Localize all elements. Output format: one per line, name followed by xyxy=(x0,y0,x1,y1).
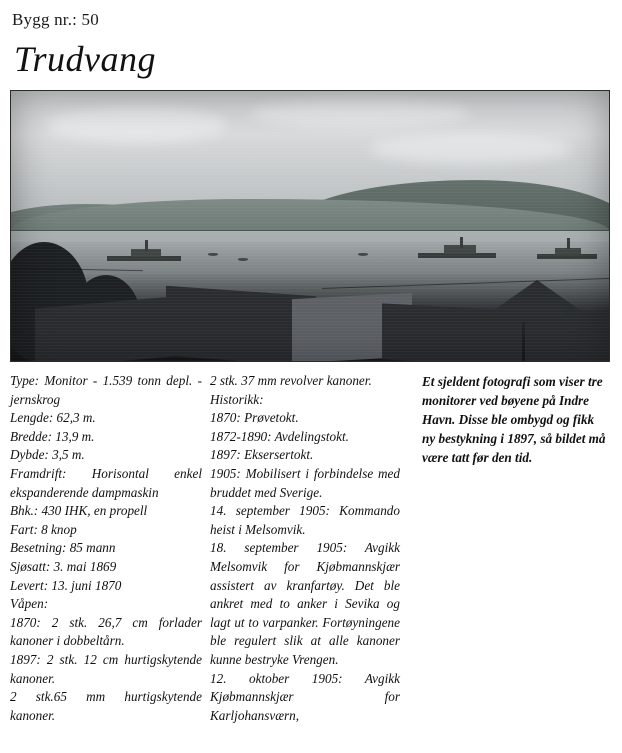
specifications-column xyxy=(10,372,210,725)
caption-column xyxy=(410,372,610,725)
spec-line: 2 stk.65 mm hurtigskytende kanoner. xyxy=(10,689,202,723)
history-line: 1870: Prøvetokt. xyxy=(210,410,299,426)
page-title: Trudvang xyxy=(14,39,157,79)
photo-cloud xyxy=(370,134,570,164)
history-line: 1897: Eksersertokt. xyxy=(210,447,314,463)
spec-line: 1870: 2 stk. 26,7 cm forlader kanoner i dobbeltårn. xyxy=(10,614,202,649)
history-heading: Historikk: xyxy=(210,391,264,407)
history-line: 2 stk. 37 mm revolver kanoner. xyxy=(210,373,372,388)
spec-line: Levert: 13. juni 1870 xyxy=(10,577,122,593)
spec-line: Fart: 8 knop xyxy=(10,521,77,537)
history-line: 1872-1890: Avdelingstokt. xyxy=(210,428,349,444)
photo-canvas xyxy=(11,91,609,361)
history-column xyxy=(210,372,410,725)
spec-line: Besetning: 85 mann xyxy=(10,540,116,556)
history-line: 12. oktober 1905: Avgikk Kjøbmannskjær for Karljohansværn, xyxy=(210,670,400,723)
spec-line: Bhk.: 430 IHK, en propell xyxy=(10,503,148,519)
spec-line: Type: Monitor - 1.539 tonn depl. - jernskrog xyxy=(10,373,202,407)
spec-line: Dybde: 3,5 m. xyxy=(10,447,85,463)
text-columns xyxy=(10,372,610,725)
photo-cloud xyxy=(47,107,227,143)
spec-line: Lengde: 62,3 m. xyxy=(10,410,96,426)
spec-line: 1897: 2 stk. 12 cm hurtigskytende kanoner. xyxy=(10,651,202,686)
history-line: 14. september 1905: Kommando heist i Melsomvik. xyxy=(210,503,400,537)
build-number: Bygg nr.: 50 xyxy=(12,10,99,29)
spec-line: Sjøsatt: 3. mai 1869 xyxy=(10,558,117,574)
photo-cloud xyxy=(250,99,470,127)
spec-line: Framdrift: Horisontal enkel ekspanderende dampmaskin xyxy=(10,465,202,500)
history-line: 1905: Mobilisert i forbindelse med bruddet med Sverige. xyxy=(210,465,400,500)
photo-roof xyxy=(525,312,610,362)
spec-line: Våpen: xyxy=(10,596,49,612)
spec-line: Bredde: 13,9 m. xyxy=(10,428,95,444)
history-line: 18. september 1905: Avgikk Melsomvik for Kjøbmannskjær assistert av kranfartøy. Det ble ankret med to anker i Sevika og lagt ut to varpanker. Fortøyningene ble regulert slik at alle kanoner kunne bestryke Vrengen. xyxy=(210,540,400,667)
photo-caption: Et sjeldent fotografi som viser tre monitorer ved bøyene på Indre Havn. Disse ble ombygd og fikk ny bestykning i 1897, så bildet må være tatt før den tid. xyxy=(422,374,606,465)
historic-harbour-photograph xyxy=(10,90,610,362)
